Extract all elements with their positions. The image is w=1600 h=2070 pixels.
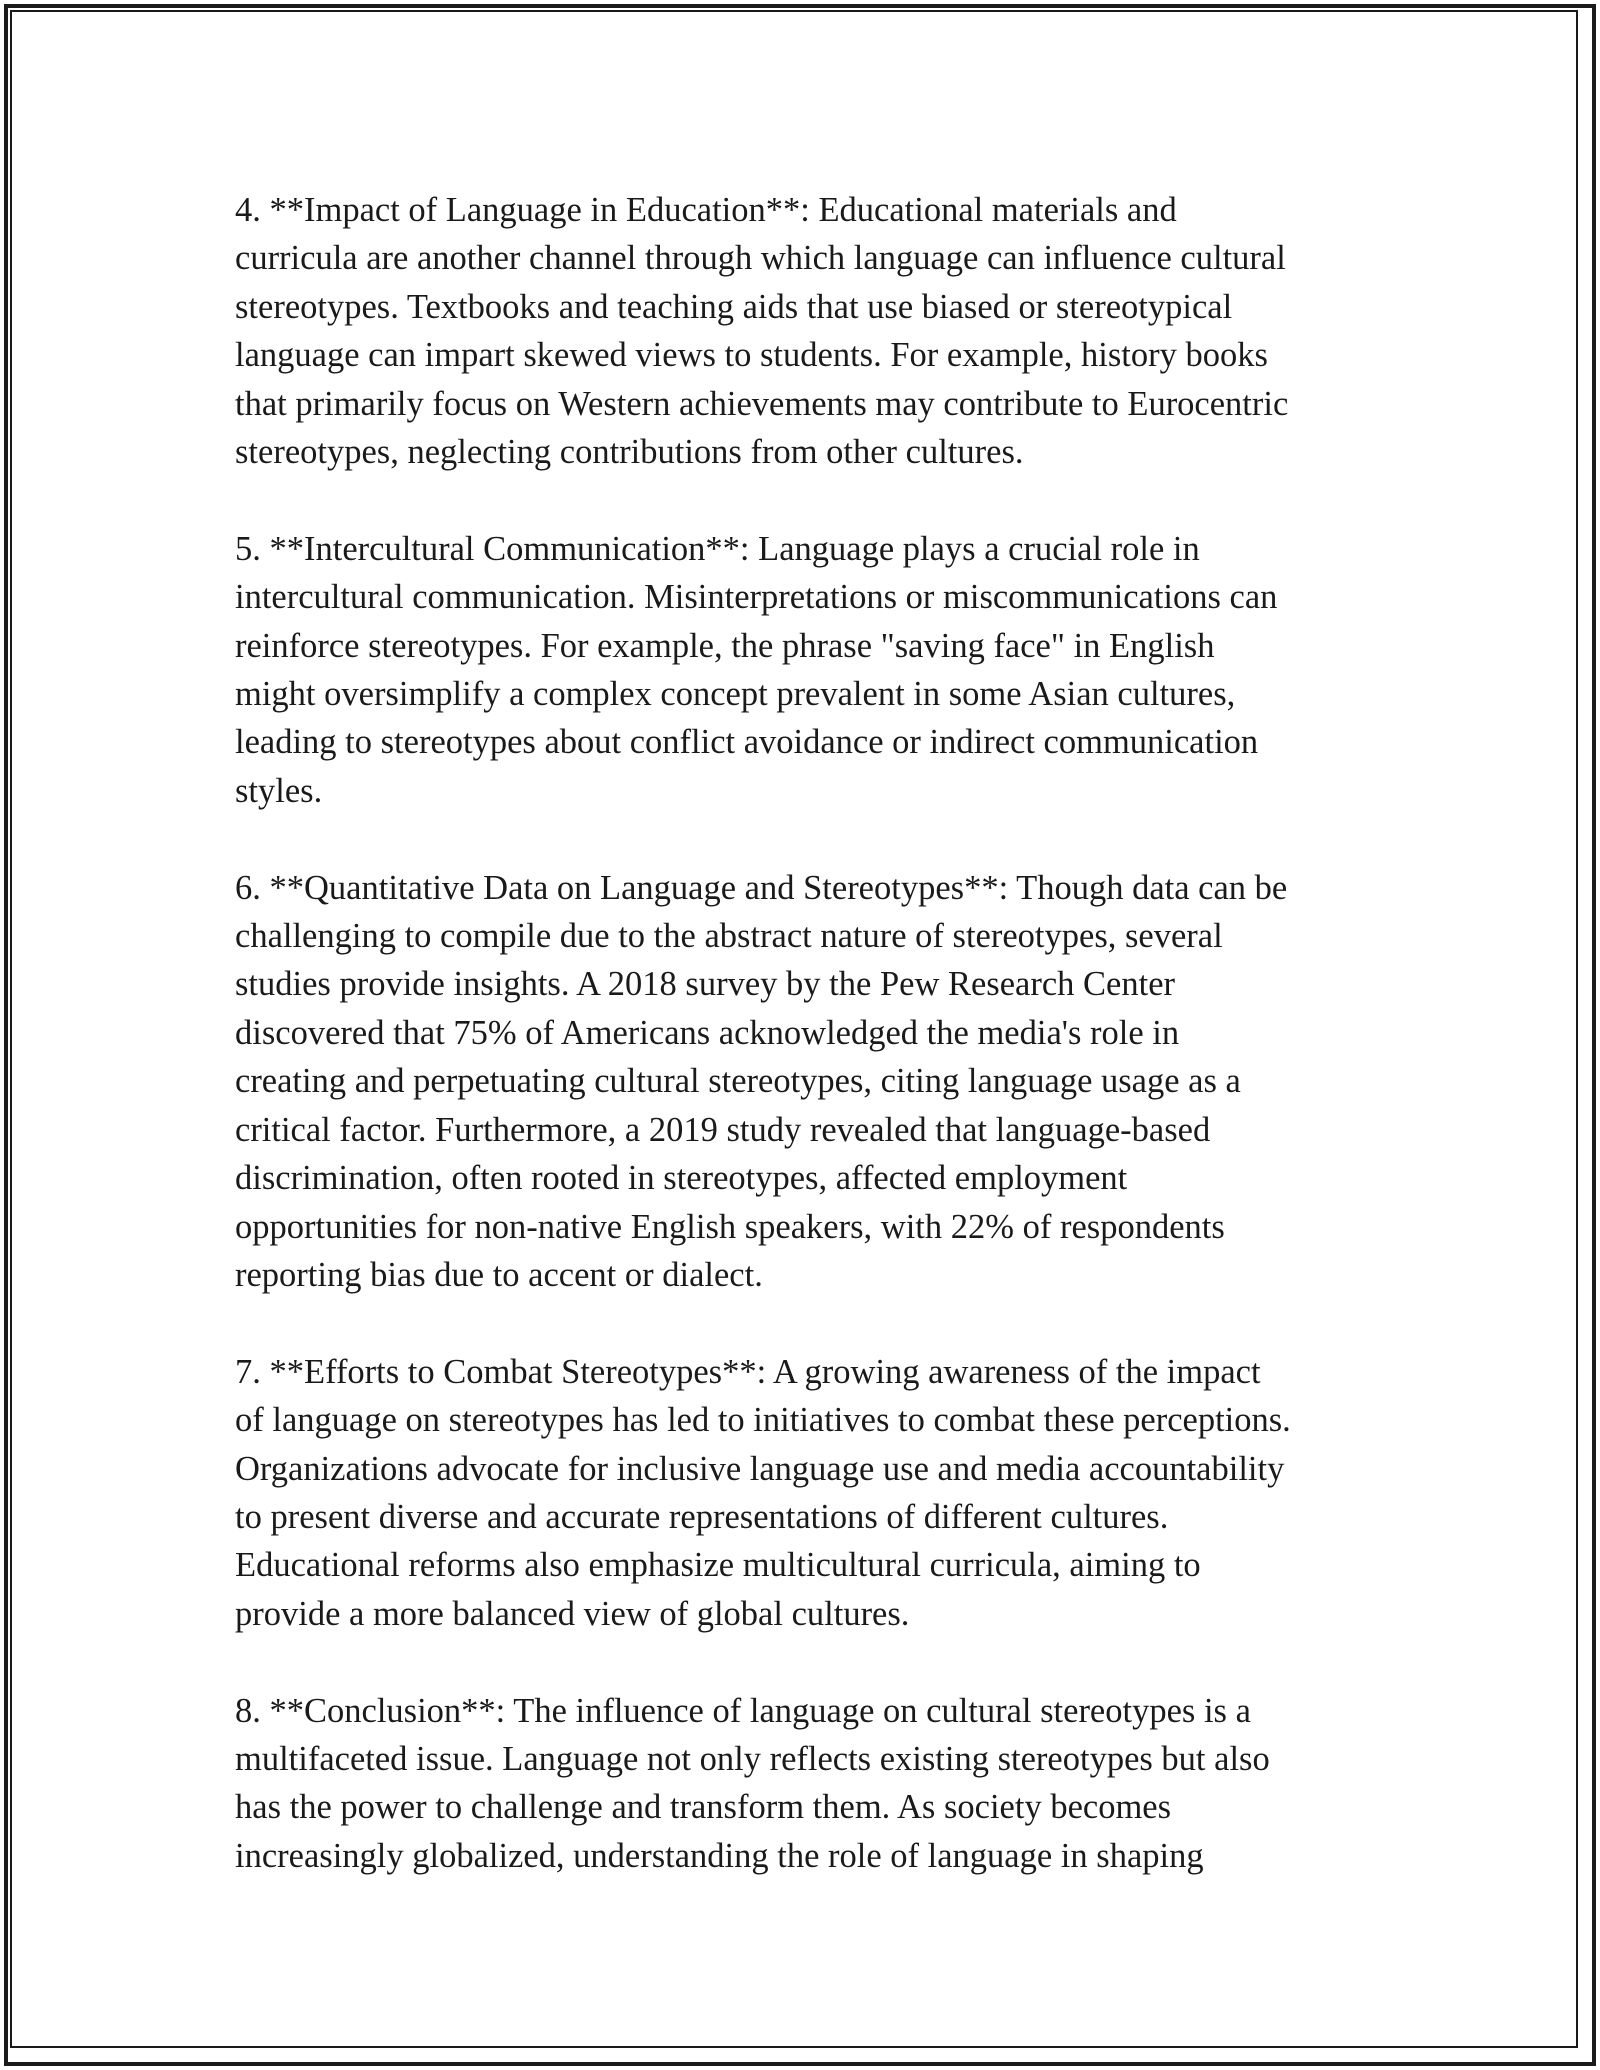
paragraph-intercultural-communication: 5. **Intercultural Communication**: Language plays a crucial role in intercultural communication. Misinterpretations or miscommunications can reinforce stereotypes. For example, the phrase "saving face" in English might oversimplify a complex concept prevalent in some Asian cultures, leading to stereotypes about conflict avoidance or indirect communication styles.	[235, 529, 1278, 810]
document-body	[235, 186, 1365, 1929]
paragraph-efforts-to-combat-stereotypes: 7. **Efforts to Combat Stereotypes**: A growing awareness of the impact of language on stereotypes has led to initiatives to combat these perceptions. Organizations advocate for inclusive language use and media accountability to present diverse and accurate representations of different cultures. Educational reforms also emphasize multicultural curricula, aiming to provide a more balanced view of global cultures.	[235, 1352, 1291, 1633]
paragraph-conclusion: 8. **Conclusion**: The influence of language on cultural stereotypes is a multifaceted issue. Language not only reflects existing stereotypes but also has the power to challenge and transform them. As society becomes increasingly globalized, understanding the role of language in shaping	[235, 1691, 1270, 1875]
paragraph-quantitative-data: 6. **Quantitative Data on Language and Stereotypes**: Though data can be challenging to compile due to the abstract nature of stereotypes, several studies provide insights. A 2018 survey by the Pew Research Center discovered that 75% of Americans acknowledged the media's role in creating and perpetuating cultural stereotypes, citing language usage as a critical factor. Furthermore, a 2019 study revealed that language-based discrimination, often rooted in stereotypes, affected employment opportunities for non-native English speakers, with 22% of respondents reporting bias due to accent or dialect.	[235, 868, 1288, 1294]
paragraph-impact-of-language-in-education: 4. **Impact of Language in Education**: Educational materials and curricula are another channel through which language can influence cultural stereotypes. Textbooks and teaching aids that use biased or stereotypical language can impart skewed views to students. For example, history books that primarily focus on Western achievements may contribute to Eurocentric stereotypes, neglecting contributions from other cultures.	[235, 191, 1289, 472]
